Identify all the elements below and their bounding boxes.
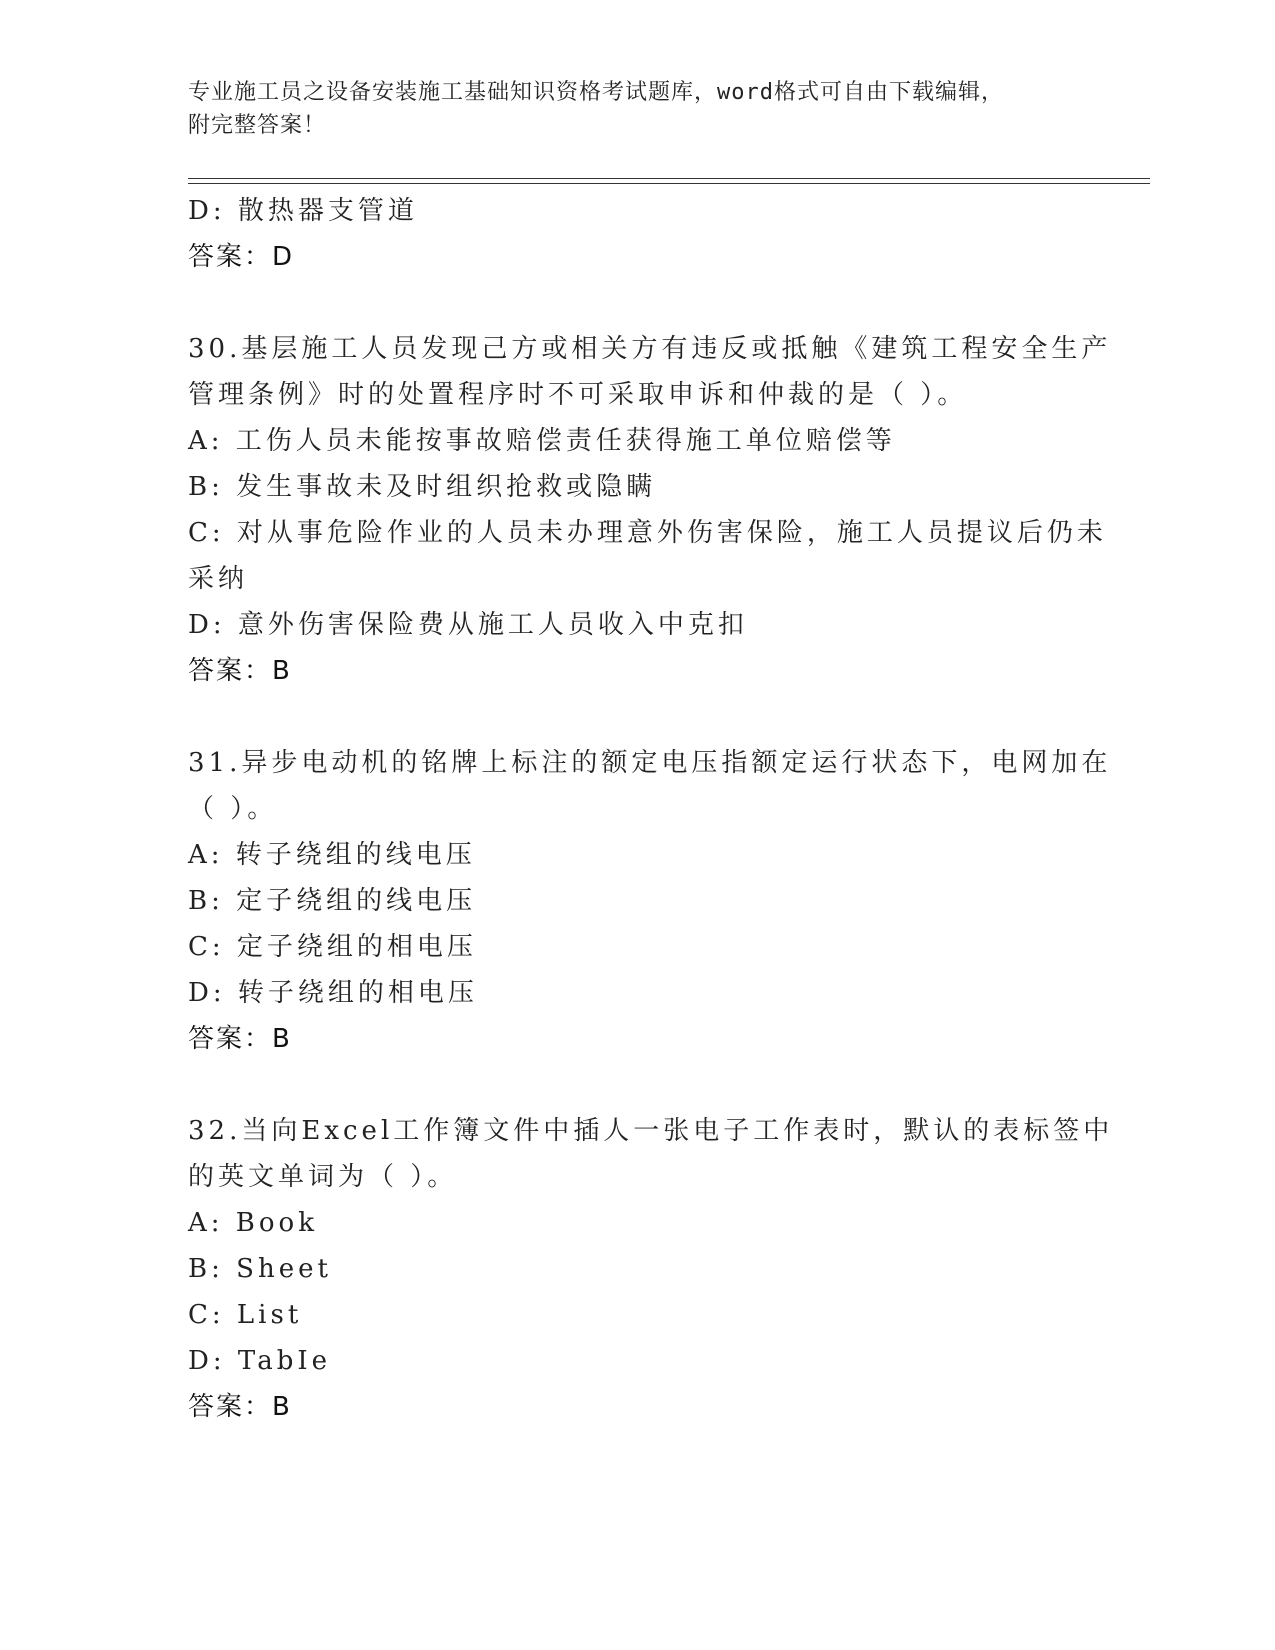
document-header <box>188 76 1068 142</box>
question-32 <box>188 1108 1114 1430</box>
option-a: A: 工伤人员未能按事故赔偿责任获得施工单位赔偿等 <box>188 426 896 456</box>
question-stem-line: （ ）。 <box>188 794 278 824</box>
question-stem-line: 管理条例》时的处置程序时不可采取申诉和仲裁的是（ ）。 <box>188 380 968 410</box>
option-c: C: 定子绕组的相电压 <box>188 932 477 962</box>
question-30 <box>188 326 1112 694</box>
header-line-2: 附完整答案！ <box>188 113 327 138</box>
option-d: D: 意外伤害保险费从施工人员收入中克扣 <box>188 610 748 640</box>
question-stem-line: 30.基层施工人员发现己方或相关方有违反或抵触《建筑工程安全生产 <box>188 334 1112 364</box>
answer-line: 答案：B <box>188 1392 292 1422</box>
option-b: B: 定子绕组的线电压 <box>188 886 477 916</box>
option-a: A: 转子绕组的线电压 <box>188 840 476 870</box>
question-list <box>188 188 1114 1430</box>
answer-line: 答案：B <box>188 656 292 686</box>
answer-line: 答案：B <box>188 1024 292 1054</box>
option-a: A: Book <box>188 1208 318 1238</box>
option-b: B: Sheet <box>188 1254 332 1284</box>
option-d: D: TabIe <box>188 1346 331 1376</box>
header-divider-top <box>188 178 1150 179</box>
answer-line: 答案：D <box>188 242 295 272</box>
previous-question-tail <box>188 188 1088 280</box>
question-31 <box>188 740 1112 1062</box>
option-d: D: 散热器支管道 <box>188 196 418 226</box>
option-b: B: 发生事故未及时组织抢救或隐瞒 <box>188 472 657 502</box>
question-stem-line: 32.当向Excel工作簿文件中插人一张电子工作表时，默认的表标签中 <box>188 1116 1114 1146</box>
question-stem-line: 的英文单词为（ ）。 <box>188 1162 458 1192</box>
option-c-continued: 采纳 <box>188 564 249 594</box>
header-line-1: 专业施工员之设备安装施工基础知识资格考试题库，word格式可自由下载编辑， <box>188 80 1004 105</box>
question-stem-line: 31.异步电动机的铭牌上标注的额定电压指额定运行状态下，电网加在 <box>188 748 1112 778</box>
option-c: C: List <box>188 1300 303 1330</box>
option-d: D: 转子绕组的相电压 <box>188 978 478 1008</box>
header-divider-bottom <box>188 183 1150 184</box>
option-c: C: 对从事危险作业的人员未办理意外伤害保险，施工人员提议后仍未 <box>188 518 1107 548</box>
